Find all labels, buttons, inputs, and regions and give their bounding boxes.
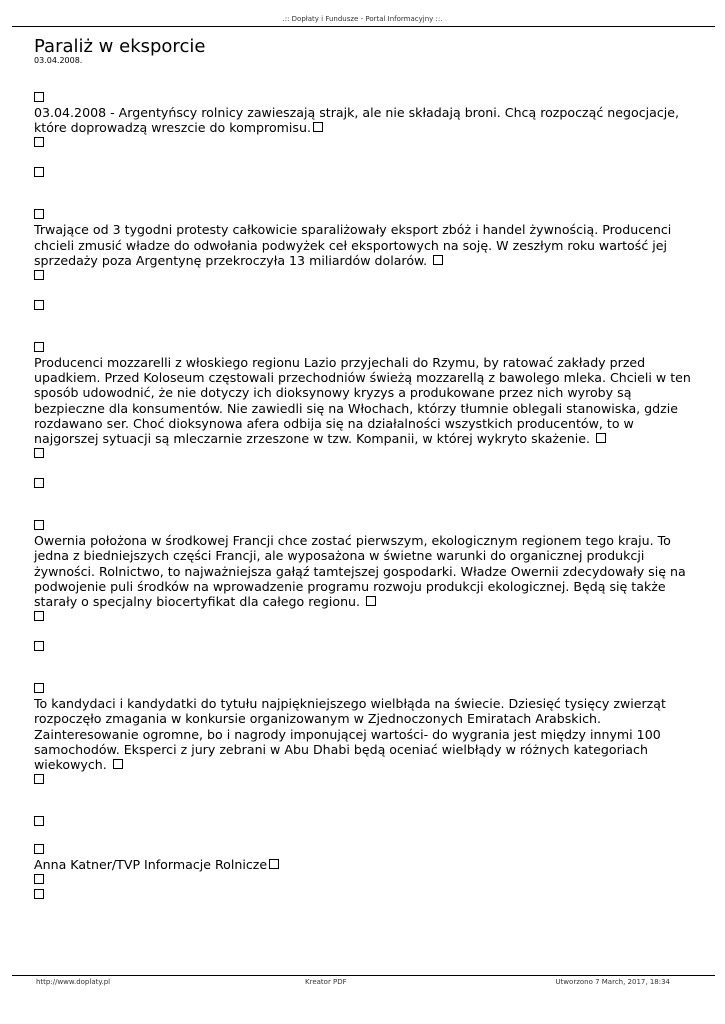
placeholder-glyph <box>34 209 44 219</box>
placeholder-glyph <box>34 816 44 826</box>
footer-generator: Kreator PDF <box>305 978 347 986</box>
page-header-text: .:: Dopłaty i Fundusze - Portal Informacyjny ::. <box>282 15 443 23</box>
placeholder-glyph <box>34 137 44 147</box>
article-title: Paraliż w eksporcie <box>34 36 206 57</box>
article-paragraph: To kandydaci i kandydatki do tytułu najpiękniejszego wielbłąda na świecie. Dziesięć tysięcy zwierząt rozpoczęło zmagania w konkursie organizowanym w Zjednoczonych Emiratach Arabskich. Zainteresowanie ogromne, bo i nagrody imponującej wartości- do wygrania jest między innymi 100 samochodów. Eksperci z jury zebrani w Abu Dhabi będą oceniać wielbłądy w różnych kategoriach wiekowych. <box>34 696 666 773</box>
placeholder-glyph <box>34 889 44 899</box>
placeholder-glyph <box>34 774 44 784</box>
placeholder-glyph <box>34 520 44 530</box>
article-date: 03.04.2008. <box>34 56 83 65</box>
placeholder-glyph <box>34 683 44 693</box>
placeholder-glyph <box>34 844 44 854</box>
footer-url-link[interactable]: http://www.doplaty.pl <box>36 978 111 986</box>
article-paragraph: Trwające od 3 tygodni protesty całkowicie sparaliżowały eksport zbóż i handel żywnością. Producenci chcieli zmusić władze do odwołania podwyżek ceł eksportowych na soję. W zeszłym roku wartość jej sprzedaży poza Argentynę przekroczyła 13 miliardów dolarów. <box>34 222 672 268</box>
header-divider <box>12 26 715 27</box>
placeholder-glyph <box>34 448 44 458</box>
article-paragraph: 03.04.2008 - Argentyńscy rolnicy zawieszają strajk, ale nie składają broni. Chcą rozpocząć negocjacje, które doprowadzą wreszcie do kompromisu. <box>34 105 680 136</box>
placeholder-glyph <box>113 759 123 769</box>
placeholder-glyph <box>366 596 376 606</box>
article-body <box>34 90 694 902</box>
article-paragraph: Owernia położona w środkowej Francji chce zostać pierwszym, ekologicznym regionem tego kraju. To jedna z biedniejszych części Francji, ale wyposażona w świetne warunki do organicznej produkcji żywności. Rolnictwo, to najważniejsza gałąź tamtejszej gospodarki. Władze Owernii zdecydowały się na podwojenie puli środków na wprowadzenie programu rozwoju produkcji ekologicznej. Będą się także starały o specjalny biocertyfikat dla całego regionu. <box>34 533 686 610</box>
footer-divider <box>12 975 715 976</box>
placeholder-glyph <box>34 300 44 310</box>
placeholder-glyph <box>34 641 44 651</box>
placeholder-glyph <box>34 270 44 280</box>
placeholder-glyph <box>34 92 44 102</box>
article-signature: Anna Katner/TVP Informacje Rolnicze <box>34 857 694 872</box>
placeholder-glyph <box>34 342 44 352</box>
placeholder-glyph <box>34 611 44 621</box>
footer-created-date: Utworzono 7 March, 2017, 18:34 <box>555 978 670 986</box>
placeholder-glyph <box>433 255 443 265</box>
placeholder-glyph <box>596 433 606 443</box>
placeholder-glyph <box>269 859 279 869</box>
placeholder-glyph <box>34 874 44 884</box>
placeholder-glyph <box>34 167 44 177</box>
placeholder-glyph <box>34 478 44 488</box>
article-paragraph: Producenci mozzarelli z włoskiego regionu Lazio przyjechali do Rzymu, by ratować zakłady przed upadkiem. Przed Koloseum częstowali przechodniów świeżą mozzarellą z bawolego mleka. Chcieli w ten sposób udowodnić, że nie dotyczy ich dioksynowy kryzys a produkowane przez nich wyroby są bezpieczne dla konsumentów. Nie zawiedli się na Włochach, którzy tłumnie oblegali stanowiska, gdzie rozdawano ser. Choć dioksynowa afera odbija się na działalności wszystkich producentów, to w najgorszej sytuacji są mleczarnie zrzeszone w tzw. Kompanii, w której wykryto skażenie. <box>34 355 691 447</box>
placeholder-glyph <box>313 122 323 132</box>
